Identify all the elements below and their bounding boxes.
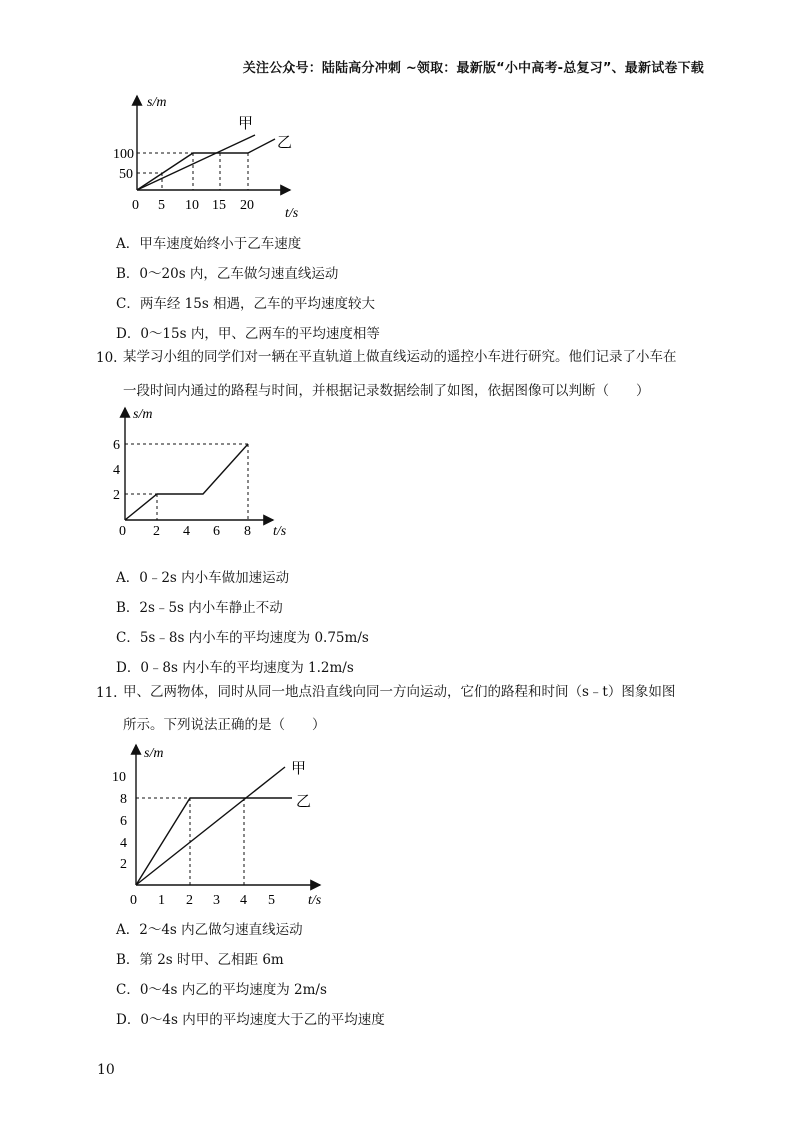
q9-option-d[interactable]: D．0～15s 内，甲、乙两车的平均速度相等 — [116, 326, 380, 342]
q10-option-d[interactable]: D．0﹣8s 内小车的平均速度为 1.2m/s — [116, 660, 354, 676]
x-tick-label: 4 — [183, 524, 190, 539]
page-header: 关注公众号：陆陆高分冲刺 ~领取：最新版“小中高考-总复习”、最新试卷下载 — [242, 61, 704, 76]
x-axis-label: t/s — [285, 206, 299, 220]
q11-number: 11. — [96, 685, 118, 701]
series-yi-label: 乙 — [296, 794, 312, 810]
figure-q11-graph — [108, 735, 323, 910]
y-tick-label: 50 — [119, 167, 133, 182]
q9-option-b[interactable]: B．0～20s 内，乙车做匀速直线运动 — [116, 266, 339, 282]
series-yi-label: 乙 — [277, 135, 293, 151]
y-axis-label: s/m — [147, 95, 167, 110]
q11-option-d[interactable]: D．0～4s 内甲的平均速度大于乙的平均速度 — [116, 1012, 385, 1028]
x-tick-label: 5 — [268, 893, 275, 908]
x-axis-label: t/s — [308, 893, 322, 908]
series-yi-line — [136, 798, 292, 885]
q10-option-b[interactable]: B．2s﹣5s 内小车静止不动 — [116, 600, 283, 616]
y-tick-label: 10 — [112, 770, 126, 785]
x-tick-label: 2 — [186, 893, 193, 908]
x-axis-label: t/s — [273, 524, 287, 539]
series-jia-label: 甲 — [238, 116, 254, 132]
series-jia-line — [136, 767, 285, 885]
series-line — [125, 444, 248, 520]
x-tick-label: 0 — [132, 198, 139, 213]
y-axis-label: s/m — [133, 407, 153, 422]
x-tick-label: 10 — [185, 198, 199, 213]
q10-stem-line1: 某学习小组的同学们对一辆在平直轨道上做直线运动的遥控小车进行研究。他们记录了小车在 — [123, 349, 677, 365]
q11-option-c[interactable]: C．0～4s 内乙的平均速度为 2m/s — [116, 982, 327, 998]
q11-stem-line2: 所示。下列说法正确的是（ ） — [123, 717, 326, 733]
x-tick-label: 8 — [244, 524, 251, 539]
y-tick-label: 4 — [113, 463, 120, 478]
x-tick-label: 20 — [240, 198, 254, 213]
y-tick-label: 2 — [120, 857, 127, 872]
y-tick-label: 100 — [113, 147, 134, 162]
y-tick-label: 6 — [113, 438, 120, 453]
q11-option-a[interactable]: A．2～4s 内乙做匀速直线运动 — [116, 922, 303, 938]
q10-number: 10. — [96, 350, 118, 366]
x-tick-label: 2 — [153, 524, 160, 539]
q11-option-b[interactable]: B．第 2s 时甲、乙相距 6m — [116, 952, 284, 968]
q9-option-a[interactable]: A．甲车速度始终小于乙车速度 — [116, 236, 302, 252]
y-tick-label: 6 — [120, 814, 127, 829]
x-tick-label: 0 — [119, 524, 126, 539]
x-tick-label: 4 — [240, 893, 247, 908]
y-tick-label: 8 — [120, 792, 127, 807]
x-tick-label: 0 — [130, 893, 137, 908]
y-axis-label: s/m — [144, 746, 164, 761]
x-tick-label: 15 — [212, 198, 226, 213]
y-tick-label: 2 — [113, 488, 120, 503]
series-jia-label: 甲 — [291, 761, 307, 777]
figure-q9-graph — [105, 90, 320, 220]
figure-q10-graph — [105, 400, 295, 540]
q9-option-c[interactable]: C．两车经 15s 相遇，乙车的平均速度较大 — [116, 296, 376, 312]
y-tick-label: 4 — [120, 836, 127, 851]
series-jia-line — [137, 135, 255, 190]
x-tick-label: 1 — [158, 893, 165, 908]
page-number: 10 — [97, 1062, 115, 1078]
x-tick-label: 3 — [213, 893, 220, 908]
series-yi-line — [137, 139, 275, 190]
q10-stem-line2: 一段时间内通过的路程与时间，并根据记录数据绘制了如图，依据图像可以判断（ ） — [123, 383, 650, 399]
x-tick-label: 6 — [213, 524, 220, 539]
q11-stem-line1: 甲、乙两物体，同时从同一地点沿直线向同一方向运动，它们的路程和时间（s﹣t）图象如图 — [123, 684, 676, 700]
q10-option-c[interactable]: C．5s﹣8s 内小车的平均速度为 0.75m/s — [116, 630, 369, 646]
x-tick-label: 5 — [158, 198, 165, 213]
q10-option-a[interactable]: A．0﹣2s 内小车做加速运动 — [116, 570, 290, 586]
